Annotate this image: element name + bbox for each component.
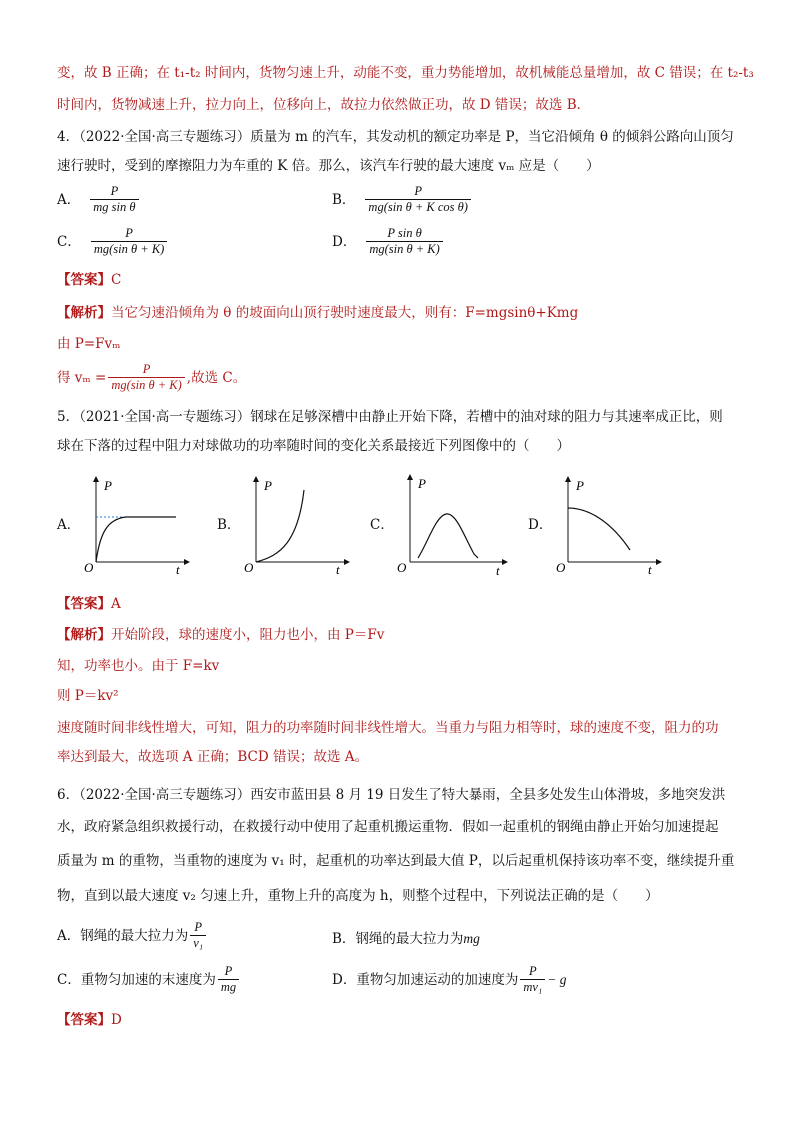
analysis-tag: 【解析】 [57,305,111,321]
x-label: t [336,562,340,574]
answer-value: C [111,272,122,288]
q4-answer [57,271,121,289]
numerator: P sin θ [387,226,422,240]
numerator: P [224,964,233,978]
numerator: P [528,964,537,978]
x-label: t [176,562,180,574]
origin-label: O [244,560,254,574]
answer-tag: 【答案】 [57,596,111,612]
q6-stem-line-2: 水，政府紧急组织救援行动，在救援行动中使用了起重机搬运重物．假如一起重机的钢绳由静止开始匀加速提起 [57,819,719,835]
q4-analysis-3 [57,362,246,393]
y-label: P [264,478,272,493]
x-arrow-icon [344,559,350,565]
analysis-text: 当它匀速沿倾角为 θ 的坡面向山顶行驶时速度最大，则有：F=mgsinθ+Kmg [111,305,579,321]
q5-stem-line-1: 5．（2021·全国·高一专题练习）钢球在足够深槽中由静止开始下降，若槽中的油对球的阻力与其速率成正比，则 [57,409,723,425]
fraction [218,964,239,995]
denominator: mg [218,979,239,995]
q5-analysis-3: 则 P＝kv² [57,688,119,704]
answer-tag: 【答案】 [57,1012,111,1028]
curve [418,514,478,558]
option-text: B．钢绳的最大拉力为 [332,931,464,947]
option-label: C． [57,233,81,250]
answer-tag: 【答案】 [57,272,111,288]
graph-a-label: A． [57,517,81,533]
q6-option-c[interactable] [57,964,241,995]
q6-stem-line-3: 质量为 m 的重物，当重物的速度为 v₁ 时，起重机的功率达到最大值 P，以后起重机保持该功率不变，继续提升重 [57,853,735,869]
y-label: P [418,476,426,491]
fraction [91,226,167,257]
y-label: P [576,478,584,493]
q4-analysis-2: 由 P=Fvₘ [57,336,121,352]
option-label: D． [332,233,357,250]
q4-option-a[interactable] [57,184,141,215]
prev-analysis-line-2: 时间内，货物减速上升，拉力向上，位移向上，故拉力依然做正功，故 D 错误；故选 B． [57,97,591,113]
q5-analysis-2: 知，功率也小。由于 F=kv [57,658,220,674]
numerator: P [110,184,119,198]
option-text: D．重物匀加速运动的加速度为 [332,971,519,988]
x-label: t [496,563,500,576]
q4-stem-line-1: 4．（2022·全国·高三专题练习）质量为 m 的汽车，其发动机的额定功率是 P，当它沿倾角 θ 的倾斜公路向山顶匀 [57,129,734,145]
q6-answer [57,1011,122,1029]
denominator: mg(sin θ + K) [91,241,167,257]
q4-option-b[interactable] [332,184,473,215]
q4-option-c[interactable] [57,226,169,257]
origin-label: O [556,560,566,575]
option-tail: − g [547,971,567,987]
origin-label: O [397,560,407,575]
x-arrow-icon [656,559,662,565]
q6-option-d[interactable] [332,964,567,995]
curve [96,517,176,562]
analysis-prefix: 得 vₘ = [57,369,107,386]
numerator: P [194,920,203,934]
q6-option-b[interactable] [332,930,480,948]
answer-value: D [111,1012,122,1028]
graph-c[interactable] [394,472,509,576]
q4-analysis-1 [57,304,578,322]
option-text: C．重物匀加速的末速度为 [57,971,216,988]
origin-label: O [84,560,94,574]
y-arrow-icon [253,476,259,482]
fraction [108,362,184,393]
x-arrow-icon [184,559,190,565]
fraction [366,226,442,257]
graph-c-label: C． [370,517,394,533]
numerator: P [414,184,422,198]
denominator: mg sin θ [90,199,138,215]
q5-analysis-5: 率达到最大，故选项 A 正确；BCD 错误；故选 A。 [57,749,368,765]
option-label: B． [332,191,356,208]
curve [568,508,630,550]
option-text: A．钢绳的最大拉力为 [57,927,189,944]
analysis-text: 开始阶段，球的速度小，阻力也小，由 P＝Fv [111,627,385,643]
y-arrow-icon [407,474,413,480]
graph-d[interactable] [552,474,664,576]
y-label: P [104,478,112,493]
graph-a[interactable] [80,474,190,574]
numerator: P [142,362,151,376]
denominator: mg(sin θ + K) [366,241,442,257]
answer-value: A [111,596,121,612]
q5-stem-line-2: 球在下落的过程中阻力对球做功的功率随时间的变化关系最接近下列图像中的（ ） [57,438,570,454]
fraction [90,184,138,215]
numerator: P [125,226,133,240]
denominator: mg(sin θ + K cos θ) [365,199,471,215]
graph-d-label: D． [528,517,553,533]
x-label: t [648,562,652,576]
fraction [365,184,471,215]
q4-stem-line-2: 速行驶时，受到的摩擦阻力为车重的 K 倍。那么，该汽车行驶的最大速度 vₘ 应是（ ） [57,158,600,174]
y-arrow-icon [565,476,571,482]
q4-option-d[interactable] [332,226,445,257]
denominator: v₁ [190,935,206,951]
graph-b[interactable] [240,474,350,574]
q5-analysis-4: 速度随时间非线性增大，可知，阻力的功率随时间非线性增大。当重力与阻力相等时，球的速度不变，阻力的功 [57,720,719,736]
option-value: mg [463,931,480,946]
option-label: A． [57,191,81,208]
analysis-suffix: ,故选 C。 [186,369,247,386]
q6-option-a[interactable] [57,920,208,951]
prev-analysis-line-1: 变，故 B 正确；在 t₁-t₂ 时间内，货物匀速上升，动能不变，重力势能增加，故机械能总量增加，故 C 错误；在 t₂-t₃ [57,65,754,81]
q5-answer [57,595,121,613]
graph-b-label: B． [217,517,241,533]
q5-analysis-1 [57,626,384,644]
denominator: mv₁ [520,979,545,995]
fraction [520,964,545,995]
q6-stem-line-1: 6．（2022·全国·高三专题练习）西安市蓝田县 8 月 19 日发生了特大暴雨，全县多处发生山体滑坡，多地突发洪 [57,787,726,803]
x-arrow-icon [502,559,508,565]
fraction [190,920,206,951]
denominator: mg(sin θ + K) [108,377,184,393]
y-arrow-icon [93,476,99,482]
analysis-tag: 【解析】 [57,627,111,643]
curve [256,490,304,562]
q6-stem-line-4: 物，直到以最大速度 v₂ 匀速上升，重物上升的高度为 h，则整个过程中，下列说法正确的是（ ） [57,888,659,904]
